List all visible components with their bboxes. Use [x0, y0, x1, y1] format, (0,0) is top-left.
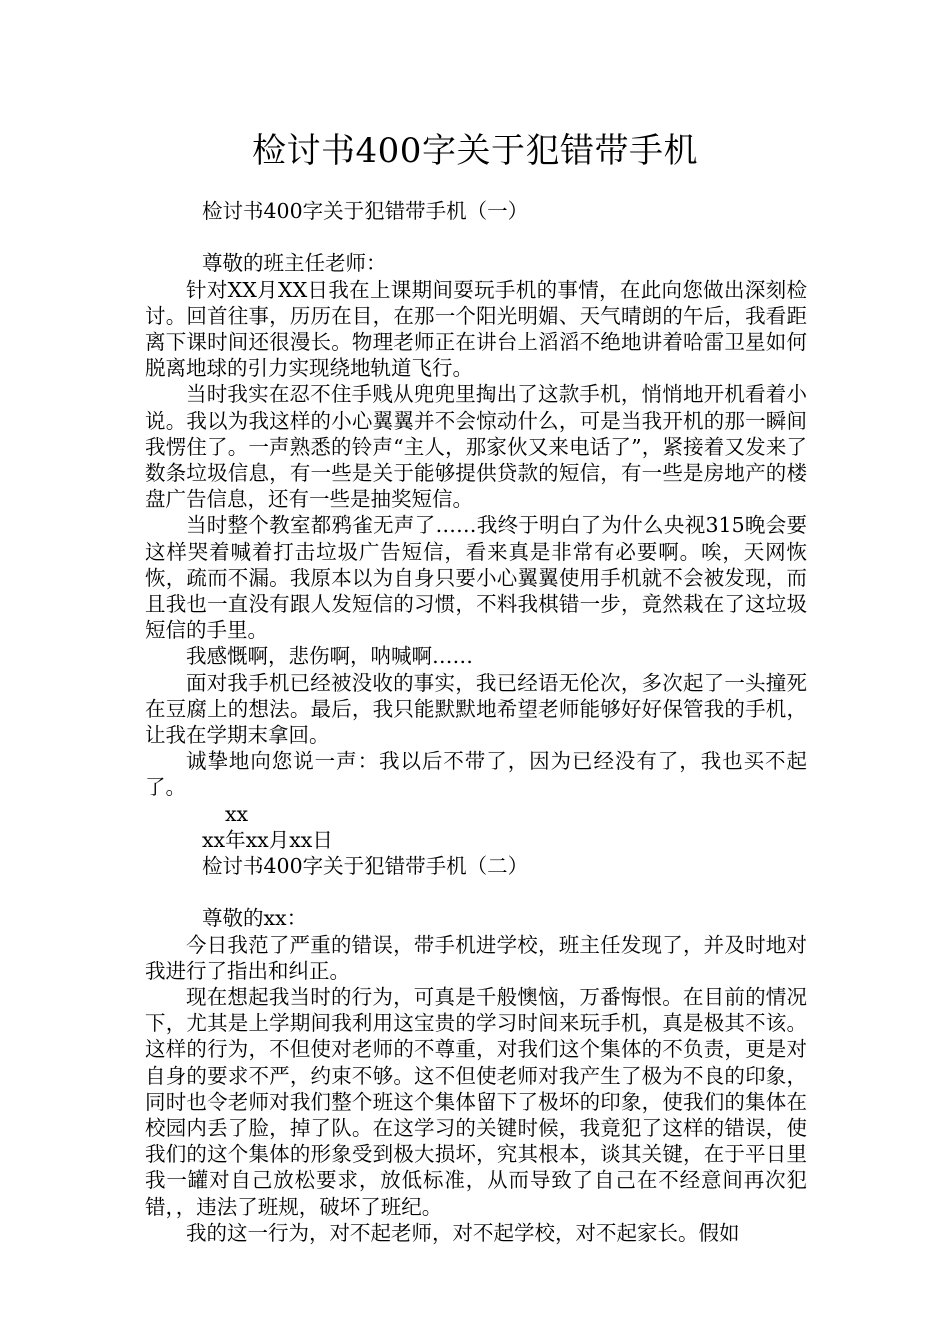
blank-line	[145, 224, 807, 250]
section2-heading: 检讨书400字关于犯错带手机（二）	[202, 854, 529, 879]
section1-paragraph: 面对我手机已经被没收的事实，我已经语无伦次，多次起了一头撞死在豆腐上的想法。最后，我只能默默地希望老师能够好好保管我的手机，让我在学期末拿回。	[145, 670, 807, 748]
section2-paragraph: 我的这一行为，对不起老师，对不起学校，对不起家长。假如	[186, 1220, 740, 1245]
section2-paragraph: 今日我范了严重的错误，带手机进学校，班主任发现了，并及时地对我进行了指出和纠正。	[145, 932, 807, 983]
section1-heading: 检讨书400字关于犯错带手机（一）	[202, 199, 529, 223]
section1-paragraph: 当时整个教室都鸦雀无声了……我终于明白了为什么央视315晚会要这样哭着喊着打击垃圾广告短信，看来真是非常有必要啊。唉，天网恢恢，疏而不漏。我原本以为自身只要小心翼翼使用手机就不会被发现，而且我也一直没有跟人发短信的习惯，不料我棋错一步，竟然栽在了这垃圾短信的手里。	[145, 513, 807, 643]
section1-date: xx年xx月xx日	[202, 827, 333, 852]
section2-paragraph: 现在想起我当时的行为，可真是千般懊恼，万番悔恨。在目前的情况下，尤其是上学期间我利用这宝贵的学习时间来玩手机，真是极其不该。这样的行为，不但使对老师的不尊重，对我们这个集体的不负责，更是对自身的要求不严，约束不够。这不但使老师对我产生了极为不良的印象，同时也令老师对我们整个班这个集体留下了极坏的印象，使我们的集体在校园内丢了脸，掉了队。在这学习的关键时候，我竟犯了这样的错误，使我们的这个集体的形象受到极大损坏，究其根本，谈其关键，在于平日里我一罐对自己放松要求，放低标准，从而导致了自己在不经意间再次犯错，，违法了班规，破坏了班纪。	[145, 985, 807, 1219]
document-title: 检讨书400字关于犯错带手机	[252, 131, 698, 171]
section1-paragraph: 诚挚地向您说一声：我以后不带了，因为已经没有了，我也买不起了。	[145, 749, 807, 800]
document-body	[145, 198, 807, 1246]
section1-signature: xx	[225, 801, 249, 826]
section1-greeting: 尊敬的班主任老师：	[202, 251, 387, 276]
blank-line	[145, 879, 807, 905]
section1-paragraph: 针对XX月XX日我在上课期间耍玩手机的事情，在此向您做出深刻检讨。回首往事，历历在目，在那一个阳光明媚、天气晴朗的午后，我看距离下课时间还很漫长。物理老师正在讲台上滔滔不绝地讲着哈雷卫星如何脱离地球的引力实现绕地轨道飞行。	[145, 277, 807, 381]
section1-paragraph: 当时我实在忍不住手贱从兜兜里掏出了这款手机，悄悄地开机看着小说。我以为我这样的小心翼翼并不会惊动什么，可是当我开机的那一瞬间我愣住了。一声熟悉的铃声“主人，那家伙又来电话了”，紧接着又发来了数条垃圾信息，有一些是关于能够提供贷款的短信，有一些是房地产的楼盘广告信息，还有一些是抽奖短信。	[145, 382, 807, 512]
section1-paragraph: 我感慨啊，悲伤啊，呐喊啊……	[186, 644, 473, 669]
section2-greeting: 尊敬的xx：	[202, 906, 308, 931]
